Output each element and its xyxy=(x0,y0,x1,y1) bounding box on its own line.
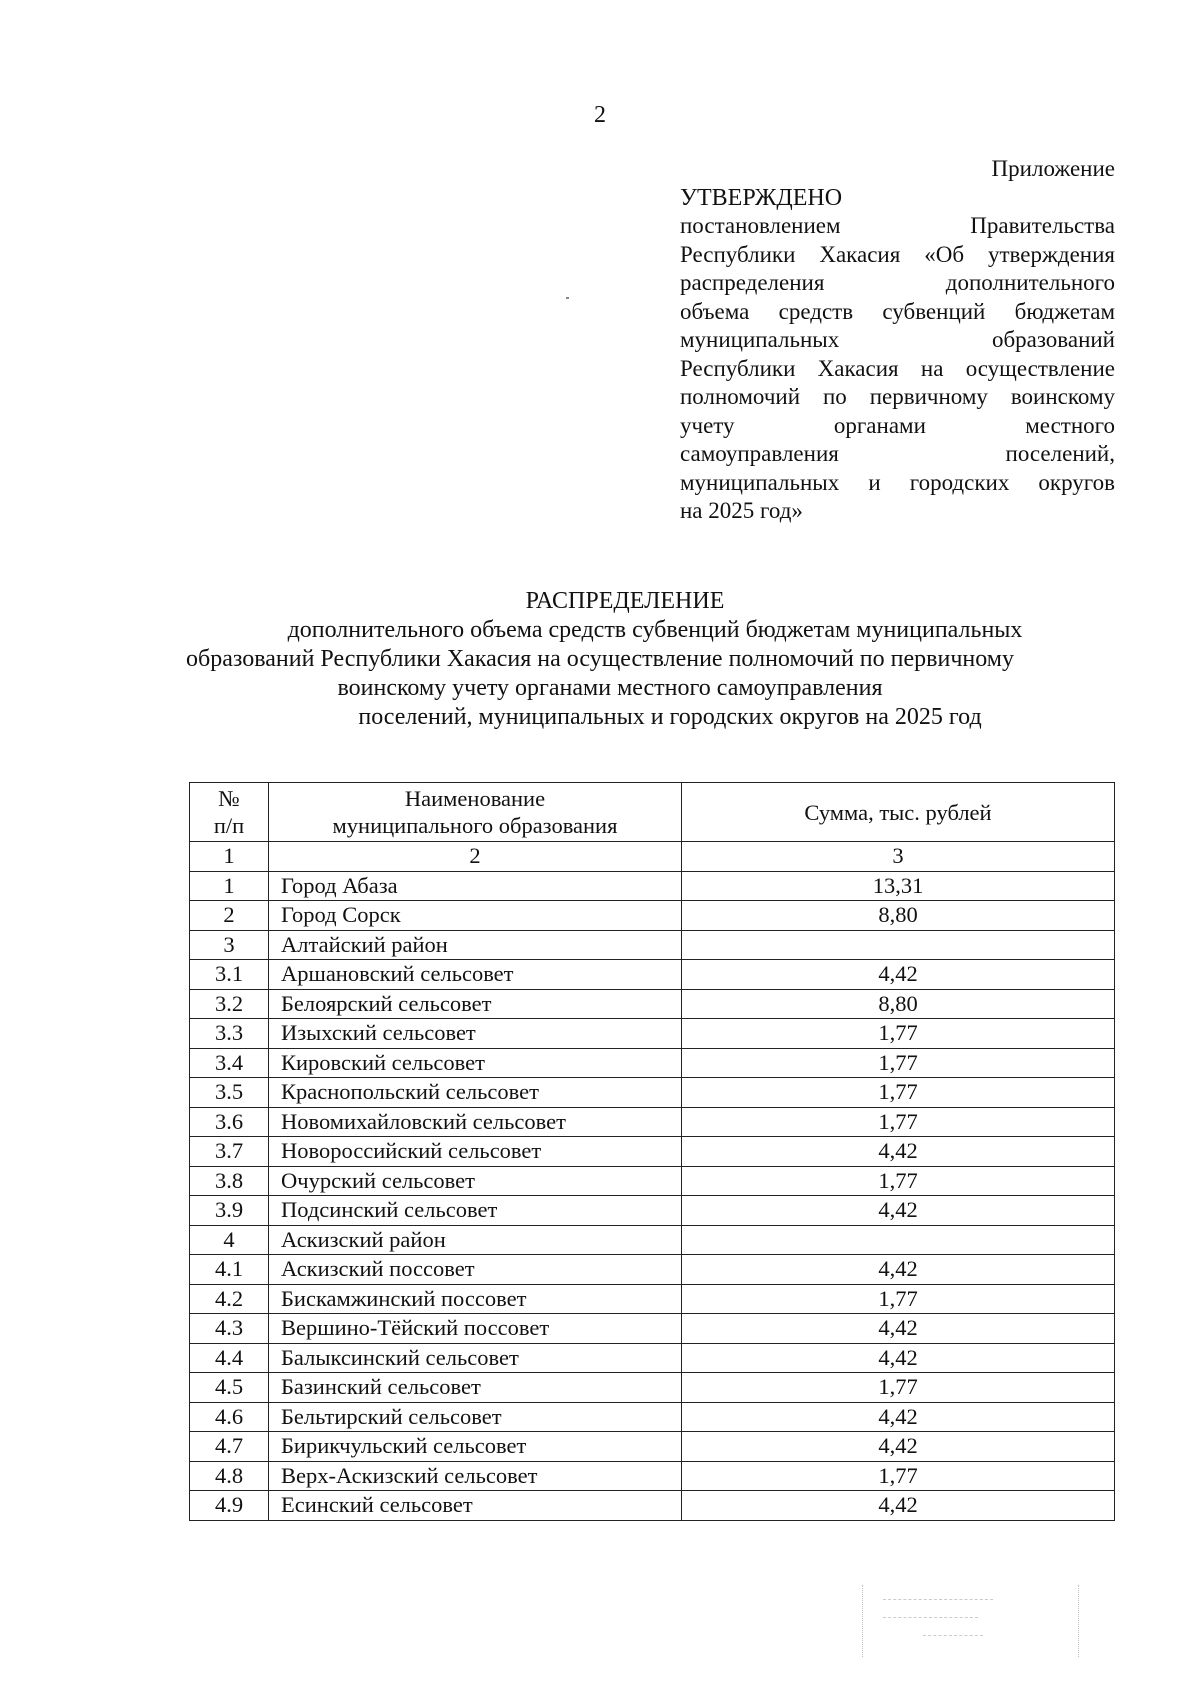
heading-line: воинскому учету органами местного самоуправления xyxy=(337,675,883,701)
row-number: 3.7 xyxy=(190,1137,269,1167)
table-row xyxy=(190,930,1115,960)
row-number: 4.4 xyxy=(190,1343,269,1373)
approval-line: Республики Хакасия на осуществление xyxy=(680,355,1115,381)
table-row xyxy=(190,1048,1115,1078)
row-number: 4.3 xyxy=(190,1314,269,1344)
row-municipality-name: Очурский сельсовет xyxy=(269,1166,682,1196)
row-number: 4.2 xyxy=(190,1284,269,1314)
row-sum: 4,42 xyxy=(682,1343,1115,1373)
table-row xyxy=(190,1284,1115,1314)
stamp-line xyxy=(923,1635,983,1646)
approval-block xyxy=(680,155,1115,526)
approval-line: постановлением Правительства xyxy=(680,213,1115,238)
row-sum: 4,42 xyxy=(682,1196,1115,1226)
approval-text xyxy=(680,212,1115,526)
stamp-line xyxy=(883,1617,978,1628)
approval-line: муниципальных образований xyxy=(680,327,1115,352)
row-municipality-name: Новороссийский сельсовет xyxy=(269,1137,682,1167)
row-number: 4.1 xyxy=(190,1255,269,1285)
heading-line: поселений, муниципальных и городских округов на 2025 год xyxy=(358,704,982,730)
distribution-table xyxy=(189,782,1115,1521)
row-sum: 4,42 xyxy=(682,960,1115,990)
table-row xyxy=(190,871,1115,901)
row-number: 4.6 xyxy=(190,1402,269,1432)
row-sum xyxy=(682,1225,1115,1255)
column-number-row xyxy=(190,842,1115,872)
row-number: 2 xyxy=(190,901,269,931)
row-sum: 1,77 xyxy=(682,1284,1115,1314)
row-number: 4.8 xyxy=(190,1461,269,1491)
table-row xyxy=(190,1343,1115,1373)
header-sum: Сумма, тыс. рублей xyxy=(682,783,1115,842)
row-sum: 4,42 xyxy=(682,1255,1115,1285)
row-sum: 13,31 xyxy=(682,871,1115,901)
table-row xyxy=(190,960,1115,990)
approval-line: учету органами местного xyxy=(680,412,1115,438)
row-municipality-name: Новомихайловский сельсовет xyxy=(269,1107,682,1137)
row-sum: 1,77 xyxy=(682,1078,1115,1108)
row-sum: 8,80 xyxy=(682,989,1115,1019)
scan-artifact xyxy=(566,297,569,299)
table-row xyxy=(190,1255,1115,1285)
row-number: 3.3 xyxy=(190,1019,269,1049)
table-row xyxy=(190,1491,1115,1521)
header-name-line1: Наименование xyxy=(404,786,546,811)
row-municipality-name: Бискамжинский поссовет xyxy=(269,1284,682,1314)
table-row xyxy=(190,1107,1115,1137)
row-sum xyxy=(682,930,1115,960)
table-row xyxy=(190,1166,1115,1196)
row-number: 4.7 xyxy=(190,1432,269,1462)
stamp-line xyxy=(883,1599,993,1610)
table-row xyxy=(190,1461,1115,1491)
approved-stamp-text: УТВЕРЖДЕНО xyxy=(680,184,843,211)
row-municipality-name: Алтайский район xyxy=(269,930,682,960)
row-number: 3 xyxy=(190,930,269,960)
row-municipality-name: Вершино-Тёйский поссовет xyxy=(269,1314,682,1344)
row-sum: 1,77 xyxy=(682,1019,1115,1049)
table-body xyxy=(190,871,1115,1520)
header-number-line2: п/п xyxy=(213,813,245,838)
row-sum: 4,42 xyxy=(682,1491,1115,1521)
row-sum: 4,42 xyxy=(682,1432,1115,1462)
row-municipality-name: Аскизский поссовет xyxy=(269,1255,682,1285)
header-name-line2: муниципального образования xyxy=(332,813,618,838)
row-sum: 1,77 xyxy=(682,1166,1115,1196)
row-number: 4 xyxy=(190,1225,269,1255)
approval-line: на 2025 год» xyxy=(680,498,803,523)
approval-line: самоуправления поселений, xyxy=(680,441,1115,466)
row-sum: 4,42 xyxy=(682,1137,1115,1167)
row-number: 3.5 xyxy=(190,1078,269,1108)
row-municipality-name: Аршановский сельсовет xyxy=(269,960,682,990)
row-sum: 1,77 xyxy=(682,1107,1115,1137)
row-municipality-name: Верх-Аскизский сельсовет xyxy=(269,1461,682,1491)
table-row xyxy=(190,1225,1115,1255)
table-header-row xyxy=(190,783,1115,842)
approval-line: Республики Хакасия «Об утверждения xyxy=(680,241,1115,267)
column-number: 1 xyxy=(190,842,269,872)
row-municipality-name: Подсинский сельсовет xyxy=(269,1196,682,1226)
row-sum: 8,80 xyxy=(682,901,1115,931)
table-row xyxy=(190,1314,1115,1344)
row-number: 4.5 xyxy=(190,1373,269,1403)
row-municipality-name: Кировский сельсовет xyxy=(269,1048,682,1078)
row-municipality-name: Изыхский сельсовет xyxy=(269,1019,682,1049)
heading-line: дополнительного объема средств субвенций бюджетам муниципальных xyxy=(287,617,1023,643)
row-municipality-name: Бельтирский сельсовет xyxy=(269,1402,682,1432)
table-row xyxy=(190,1019,1115,1049)
registration-stamp xyxy=(862,1585,1079,1657)
table-row xyxy=(190,901,1115,931)
table-row xyxy=(190,989,1115,1019)
row-sum: 4,42 xyxy=(682,1402,1115,1432)
row-sum: 1,77 xyxy=(682,1373,1115,1403)
table-row xyxy=(190,1078,1115,1108)
row-number: 3.1 xyxy=(190,960,269,990)
column-number: 2 xyxy=(269,842,682,872)
row-municipality-name: Бирикчульский сельсовет xyxy=(269,1432,682,1462)
table-row xyxy=(190,1373,1115,1403)
row-number: 3.9 xyxy=(190,1196,269,1226)
row-number: 3.4 xyxy=(190,1048,269,1078)
header-number xyxy=(190,783,269,842)
row-sum: 1,77 xyxy=(682,1048,1115,1078)
row-number: 3.6 xyxy=(190,1107,269,1137)
row-municipality-name: Балыксинский сельсовет xyxy=(269,1343,682,1373)
document-heading xyxy=(0,587,1200,732)
row-municipality-name: Город Сорск xyxy=(269,901,682,931)
row-municipality-name: Базинский сельсовет xyxy=(269,1373,682,1403)
row-municipality-name: Есинский сельсовет xyxy=(269,1491,682,1521)
row-number: 3.8 xyxy=(190,1166,269,1196)
row-number: 4.9 xyxy=(190,1491,269,1521)
appendix-label: Приложение xyxy=(991,156,1115,181)
column-number: 3 xyxy=(682,842,1115,872)
row-municipality-name: Город Абаза xyxy=(269,871,682,901)
page-number: 2 xyxy=(594,102,606,128)
approval-line: объема средств субвенций бюджетам xyxy=(680,298,1115,324)
table-row xyxy=(190,1402,1115,1432)
row-sum: 4,42 xyxy=(682,1314,1115,1344)
header-number-line1: № xyxy=(218,786,240,811)
approval-line: полномочий по первичному воинскому xyxy=(680,384,1115,409)
approval-line: муниципальных и городских округов xyxy=(680,469,1115,495)
table-row xyxy=(190,1196,1115,1226)
row-sum: 1,77 xyxy=(682,1461,1115,1491)
approval-line: распределения дополнительного xyxy=(680,270,1115,295)
table-row xyxy=(190,1137,1115,1167)
row-municipality-name: Аскизский район xyxy=(269,1225,682,1255)
row-number: 3.2 xyxy=(190,989,269,1019)
document-title: РАСПРЕДЕЛЕНИЕ xyxy=(525,588,725,614)
heading-line: образований Республики Хакасия на осуществление полномочий по первичному xyxy=(186,646,1014,672)
table-row xyxy=(190,1432,1115,1462)
row-municipality-name: Белоярский сельсовет xyxy=(269,989,682,1019)
header-name xyxy=(269,783,682,842)
row-number: 1 xyxy=(190,871,269,901)
row-municipality-name: Краснопольский сельсовет xyxy=(269,1078,682,1108)
